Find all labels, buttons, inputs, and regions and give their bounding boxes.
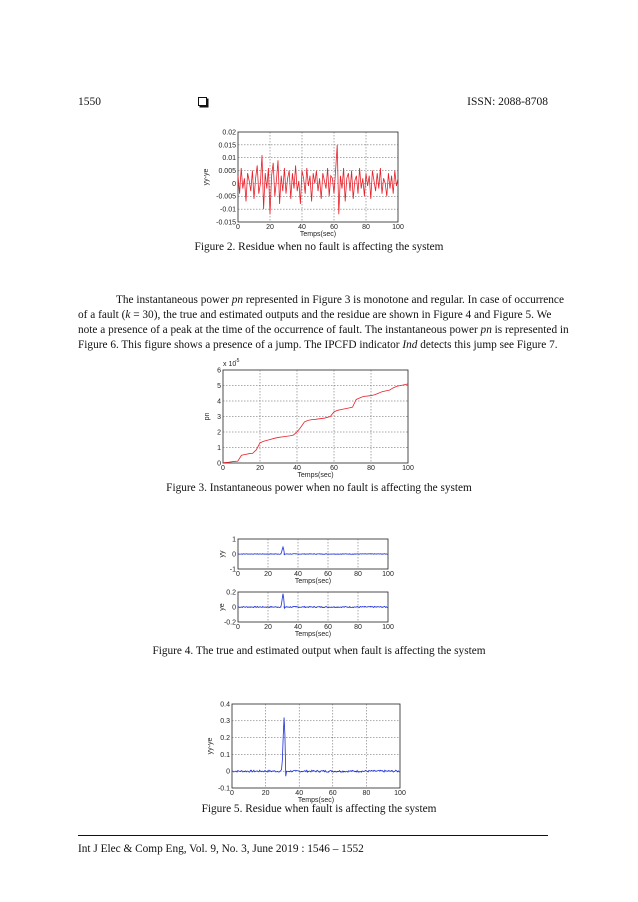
y-tick-label: 3 [217,413,221,421]
y-tick-label: 0 [232,551,236,559]
y-axis-label: yy [219,550,226,558]
x-tick-label: 20 [256,465,264,472]
y-tick-label: 4 [217,398,221,406]
x-tick-label: 100 [394,790,406,797]
plot-frame [238,132,398,222]
y-axis-label: pn [204,412,211,421]
x-tick-label: 0 [236,571,240,578]
x-tick-label: 40 [294,624,302,631]
x-axis-label: Temps(sec) [294,631,332,638]
figure-3-caption: Figure 3. Instantaneous power when no fault is affecting the system [166,482,472,494]
y-tick-label: -0.01 [220,206,236,214]
y-multiplier-exponent: -5 [235,358,240,364]
x-axis-label: Temps(sec) [297,472,334,479]
figure-4-ye-svg [210,588,410,643]
x-axis-label: Temps(sec) [297,797,335,804]
x-tick-label: 20 [264,624,272,631]
footer-rule [78,835,548,836]
figure-5-svg [200,700,420,808]
figure-5-caption: Figure 5. Residue when fault is affecting the system [201,803,437,815]
plot-frame [232,704,400,788]
y-tick-label: 0 [217,460,221,468]
y-tick-label: 2 [217,429,221,437]
x-tick-label: 60 [324,571,332,578]
journal-issn: ISSN: 2088-8708 [467,96,548,108]
figure-3-chart [195,358,425,482]
figure-3-svg [195,358,425,482]
y-tick-label: -0.015 [216,219,236,227]
y-tick-label: 0.01 [222,155,236,163]
x-tick-label: 20 [264,571,272,578]
y-axis-label: yy-ye [203,168,210,186]
y-tick-label: -0.005 [216,193,236,201]
x-tick-label: 40 [294,571,302,578]
figure-4-caption: Figure 4. The true and estimated output when fault is affecting the system [152,645,486,657]
figure-2-svg [190,128,430,240]
x-tick-label: 60 [330,465,338,472]
box-icon [198,97,207,106]
y-tick-label: 0.005 [218,167,236,175]
x-tick-label: 80 [354,624,362,631]
y-tick-label: 0 [226,768,230,776]
figure-4-yy-svg [210,535,410,590]
y-axis-label: ye [219,603,226,611]
y-tick-label: 1 [217,444,221,452]
x-tick-label: 20 [266,224,274,231]
figure-2-caption: Figure 2. Residue when no fault is affecting the system [194,241,444,253]
x-tick-label: 60 [324,624,332,631]
x-tick-label: 40 [295,790,304,797]
math-symbol: pn [231,294,244,306]
footer-citation: Int J Elec & Comp Eng, Vol. 9, No. 3, June 2019 : 1546 – 1552 [78,843,364,855]
y-tick-label: 0 [232,604,236,612]
x-tick-label: 0 [236,624,240,631]
math-symbol: k [125,309,131,321]
paragraph-line: note a presence of a peak at the time of the occurrence of fault. The instantaneous power pn is represented in [78,324,569,336]
x-tick-label: 0 [236,224,240,231]
page-number: 1550 [78,96,101,108]
x-tick-label: 60 [328,790,337,797]
figure-4-bottom-chart [210,588,410,643]
x-tick-label: 100 [392,224,404,231]
x-tick-label: 20 [261,790,270,797]
x-tick-label: 40 [293,465,301,472]
x-tick-label: 60 [330,224,338,231]
y-tick-label: 0 [232,180,236,188]
y-tick-label: -0.2 [223,619,236,627]
paragraph-line: of a fault (k = 30), the true and estimated outputs and the residue are shown in Figure 4 and Figure 5. We [78,309,552,321]
paragraph-line: The instantaneous power pn represented in Figure 3 is monotone and regular. In case of occurrence [116,294,564,306]
x-tick-label: 80 [354,571,362,578]
x-tick-label: 100 [382,624,394,631]
x-tick-label: 80 [362,224,370,231]
y-tick-label: 1 [232,536,236,544]
paragraph-line: Figure 6. This figure shows a presence of a jump. The IPCFD indicator Ind detects this jump see Figure 7. [78,339,558,351]
figure-5-chart [200,700,420,808]
math-symbol: pn [480,324,492,336]
y-tick-label: 0.015 [218,142,236,150]
math-symbol: Ind [402,339,418,351]
figure-4-top-chart [210,535,410,590]
x-tick-label: 80 [362,790,371,797]
y-tick-label: 6 [217,367,221,375]
y-tick-label: 0.2 [226,589,236,597]
body-paragraph [78,293,569,353]
y-tick-label: 0.02 [222,129,236,137]
y-tick-label: 0.2 [220,735,230,742]
y-tick-label: -1 [229,566,236,574]
figure-2-chart [190,128,430,240]
page-header [78,96,548,112]
y-tick-label: 5 [217,382,221,390]
x-tick-label: 100 [382,571,394,578]
x-tick-label: 0 [230,790,234,797]
y-tick-label: 0.1 [220,751,230,759]
x-axis-label: Temps(sec) [299,231,337,238]
y-multiplier: x 10 [223,361,237,368]
x-tick-label: 100 [402,465,414,472]
x-tick-label: 80 [367,465,375,472]
y-tick-label: -0.1 [217,785,230,793]
y-tick-label: 0.4 [220,701,230,709]
x-tick-label: 0 [221,465,225,472]
y-tick-label: 0.3 [220,718,230,726]
x-tick-label: 40 [298,224,306,231]
y-axis-label: yy-ye [207,737,214,755]
x-axis-label: Temps(sec) [294,578,332,585]
